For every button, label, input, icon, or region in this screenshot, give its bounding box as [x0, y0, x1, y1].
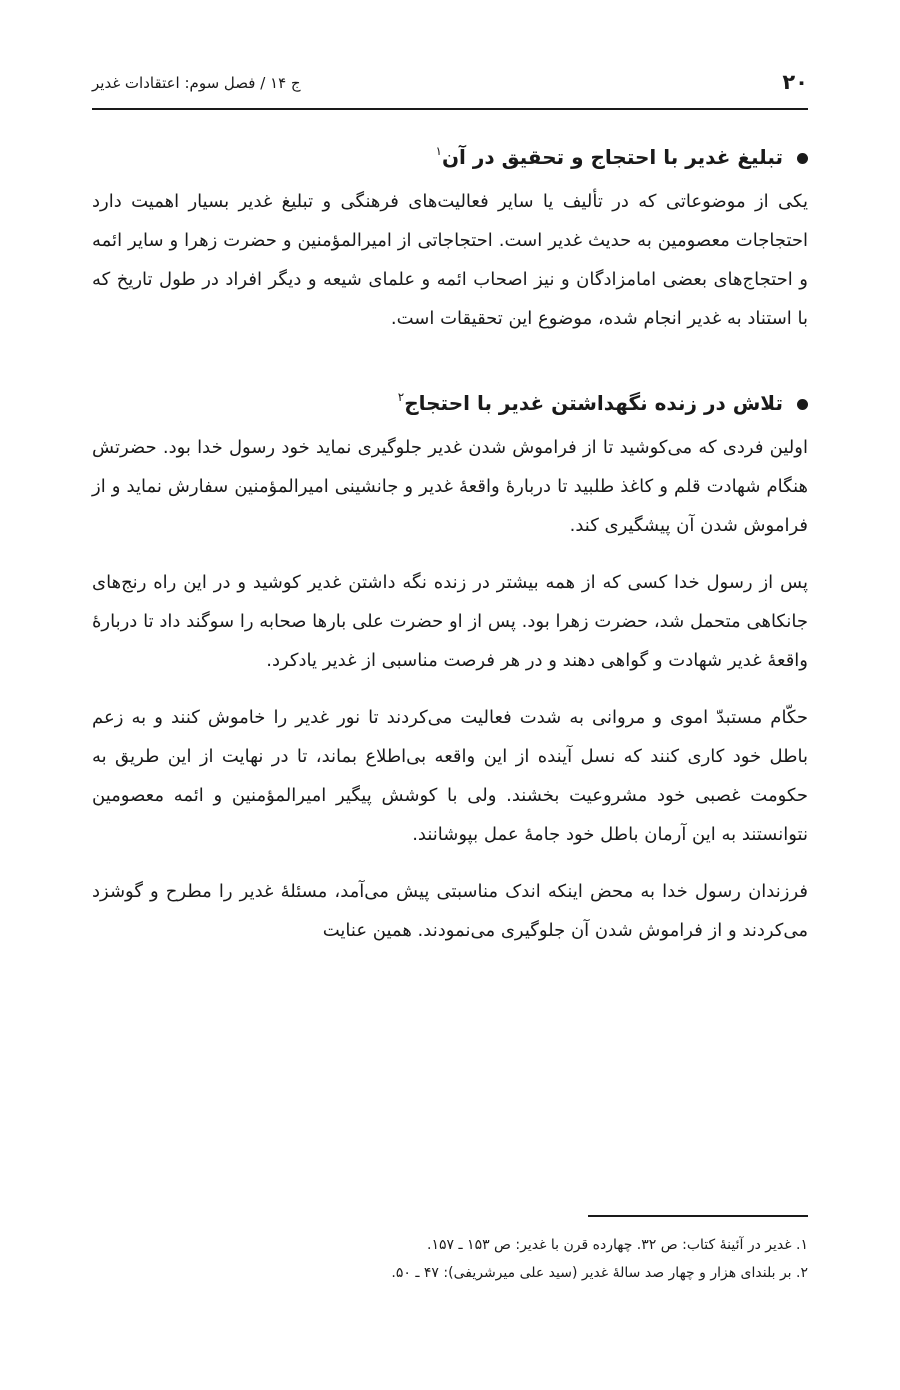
footnote-divider — [588, 1215, 808, 1217]
section-1-paragraph-1: یکی از موضوعاتی که در تألیف یا سایر فعالیت‌های فرهنگی و تبلیغ غدیر بسیار اهمیت دارد احتجاجات معصومین به حدیث غدیر است. احتجاجاتی از امیرالمؤمنین و حضرت زهرا و سایر ائمه و احتجاج‌های بعضی امامزادگان و نیز اصحاب ائمه و علمای شیعه و دیگر افراد در طول تاریخ که با استناد به غدیر انجام شده، موضوع این تحقیقات است. — [92, 191, 808, 329]
bullet-icon — [797, 399, 808, 410]
section-2-paragraph-4: فرزندان رسول خدا به محض اینکه اندک مناسبتی پیش می‌آمد، مسئلهٔ غدیر را مطرح و گوشزد می‌کردند و از فراموش شدن آن جلوگیری می‌نمودند. همین عنایت — [92, 881, 808, 941]
page-number: ۲۰ — [782, 70, 808, 94]
bullet-icon — [797, 153, 808, 164]
section-heading-2-text: تلاش در زنده نگهداشتن غدیر با احتجاج — [404, 391, 783, 415]
footnote-ref-1: ۱ — [435, 144, 442, 158]
footnotes — [92, 1215, 808, 1287]
footnote-ref-2: ۲ — [397, 390, 405, 404]
section-heading-2 — [92, 384, 808, 422]
footnote-1: ۱. غدیر در آئینهٔ کتاب: ص ۳۲. چهارده قرن با غدیر: ص ۱۵۳ ـ ۱۵۷. — [427, 1237, 808, 1253]
section-heading-1 — [92, 138, 808, 176]
section-2-paragraph-2: پس از رسول خدا کسی که از همه بیشتر در زنده نگه داشتن غدیر کوشید و در این راه رنج‌های جانکاهی متحمل شد، حضرت زهرا بود. پس از او حضرت علی بارها صحابه را سوگند داد تا دربارهٔ واقعهٔ غدیر شهادت و گواهی دهند و در هر فرصت مناسبی از غدیر یادکرد. — [92, 572, 808, 671]
running-header-title: ج ۱۴ / فصل سوم: اعتقادات غدیر — [92, 74, 301, 92]
footnote-2: ۲. بر بلندای هزار و چهار صد سالهٔ غدیر (سید علی میرشریفی): ۴۷ ـ ۵۰. — [391, 1265, 808, 1281]
page-body — [92, 70, 808, 950]
section-heading-1-text: تبلیغ غدیر با احتجاج و تحقیق در آن — [441, 145, 783, 169]
running-header — [92, 70, 808, 110]
section-2-paragraph-1: اولین فردی که می‌کوشید تا از فراموش شدن غدیر جلوگیری نماید خود رسول خدا بود. حضرتش هنگام شهادت قلم و کاغذ طلبید تا دربارهٔ واقعهٔ غدیر و جانشینی امیرالمؤمنین سفارش نماید و از فراموش شدن آن پیشگیری کند. — [92, 437, 808, 536]
section-2-paragraph-3: حکّام مستبدّ اموی و مروانی به شدت فعالیت می‌کردند تا نور غدیر را خاموش کنند و به زعم باطل خود کاری کنند که نسل آینده از این واقعه بی‌اطلاع بماند، تا در نهایت از این طریق به حکومت غصبی خود مشروعیت بخشند. ولی با کوشش پیگیر امیرالمؤمنین و ائمه معصومین نتوانستند به این آرمان باطل خود جامهٔ عمل بپوشانند. — [92, 707, 808, 845]
